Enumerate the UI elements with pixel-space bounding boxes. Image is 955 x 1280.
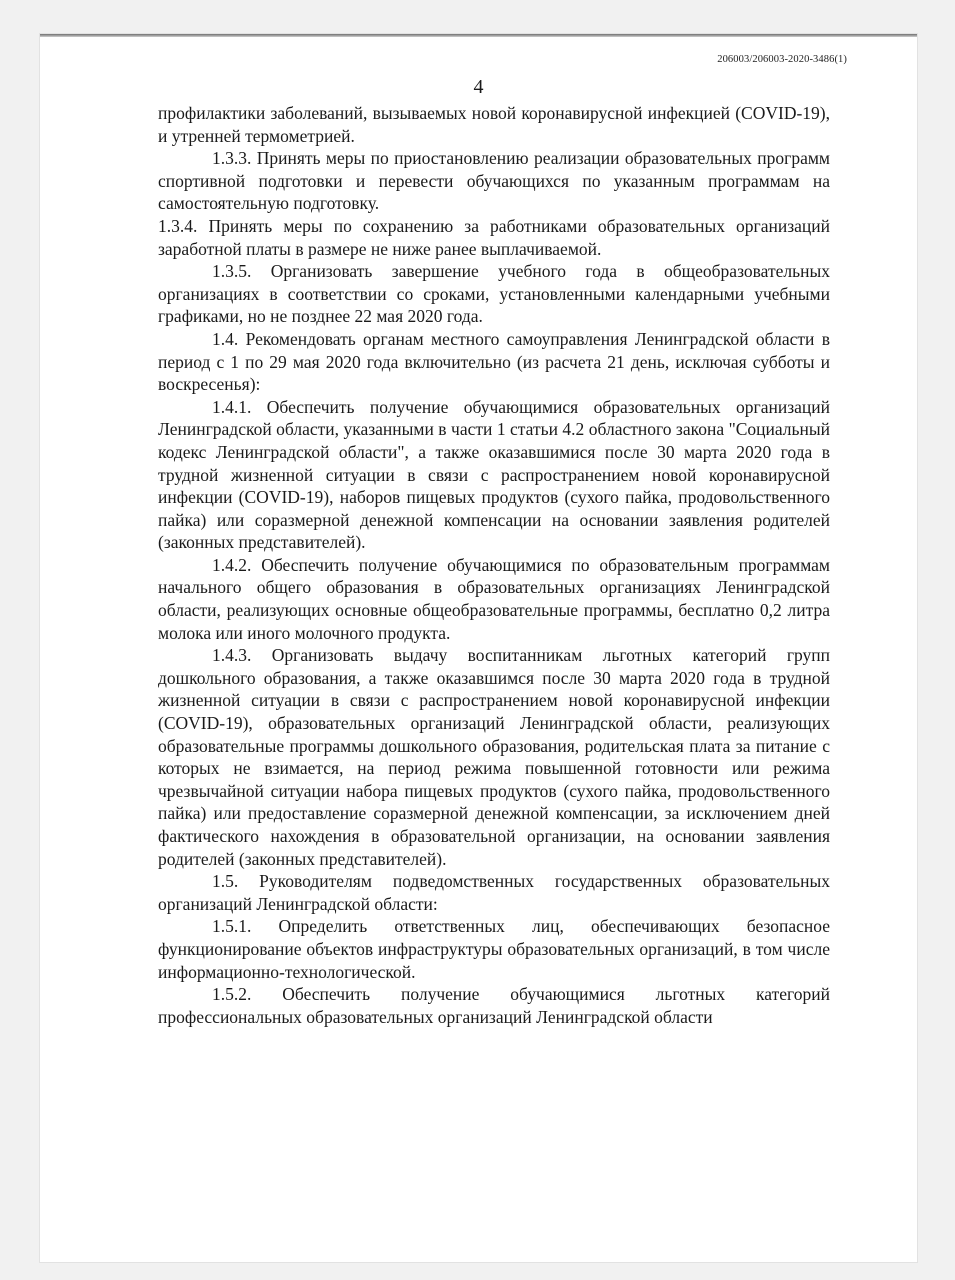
paragraph-1-4: 1.4. Рекомендовать органам местного самоуправления Ленинградской области в период с 1 по 29 мая 2020 года включительно (из расчета 21 день, исключая субботы и воскресенья): — [158, 328, 830, 395]
paragraph-1-3-3: 1.3.3. Принять меры по приостановлению реализации образовательных программ спортивной подготовки и перевести обучающихся по указанным программам на самостоятельную подготовку. — [158, 148, 830, 214]
paragraph-1-5: 1.5. Руководителям подведомственных государственных образовательных организаций Ленинградской области: — [158, 871, 830, 914]
paragraph-continuation: профилактики заболеваний, вызываемых новой коронавирусной инфекцией (COVID-19), и утренней термометрией. — [158, 103, 830, 146]
paragraph-1-4-3: 1.4.3. Организовать выдачу воспитанникам льготных категорий групп дошкольного образования, а также оказавшимся после 30 марта 2020 года в трудной жизненной ситуации в связи с распространением новой коронавирусной инфекции (COVID-19), образовательных организаций Ленинградской области, реализующих образовательные программы дошкольного образования, родительская плата за питание с которых не взимается, на период режима повышенной готовности или режима чрезвычайной ситуации набора пищевых продуктов (сухого пайка, продовольственного пайка) или предоставление соразмерной денежной компенсации, за исключением дней фактического нахождения в образовательной организации, на основании заявления родителей (законных представителей). — [158, 645, 830, 869]
paragraph-1-4-1: 1.4.1. Обеспечить получение обучающимися образовательных организаций Ленинградской области, указанными в части 1 статьи 4.2 областного закона "Социальный кодекс Ленинградской области", а также оказавшимися после 30 марта 2020 года в трудной жизненной ситуации в связи с распространением новой коронавирусной инфекции (COVID-19), наборов пищевых продуктов (сухого пайка, продовольственного пайка) или соразмерной денежной компенсации на основании заявления родителей (законных представителей). — [158, 396, 830, 553]
paragraph-1-5-2: 1.5.2. Обеспечить получение обучающимися льготных категорий профессиональных образовательных организаций Ленинградской области — [158, 984, 830, 1027]
page-number: 4 — [473, 76, 484, 98]
document-id: 206003/206003-2020-3486(1) — [717, 54, 847, 65]
paragraph-1-3-5: 1.3.5. Организовать завершение учебного года в общеобразовательных организациях в соответствии со сроками, установленными календарными учебными графиками, но не позднее 22 мая 2020 года. — [158, 261, 830, 327]
document-page — [40, 34, 917, 1262]
paragraph-1-5-1: 1.5.1. Определить ответственных лиц, обеспечивающих безопасное функционирование объектов инфраструктуры образовательных организаций, в том числе информационно-технологической. — [158, 916, 830, 982]
document-body — [158, 102, 830, 1028]
paragraph-1-4-2: 1.4.2. Обеспечить получение обучающимися по образовательным программам начального общего образования в образовательных организациях Ленинградской области, реализующих основные общеобразовательные программы, бесплатно 0,2 литра молока или иного молочного продукта. — [158, 554, 830, 643]
paragraph-1-3-4: 1.3.4. Принять меры по сохранению за работниками образовательных организаций заработной платы в размере не ниже ранее выплачиваемой. — [158, 215, 830, 259]
